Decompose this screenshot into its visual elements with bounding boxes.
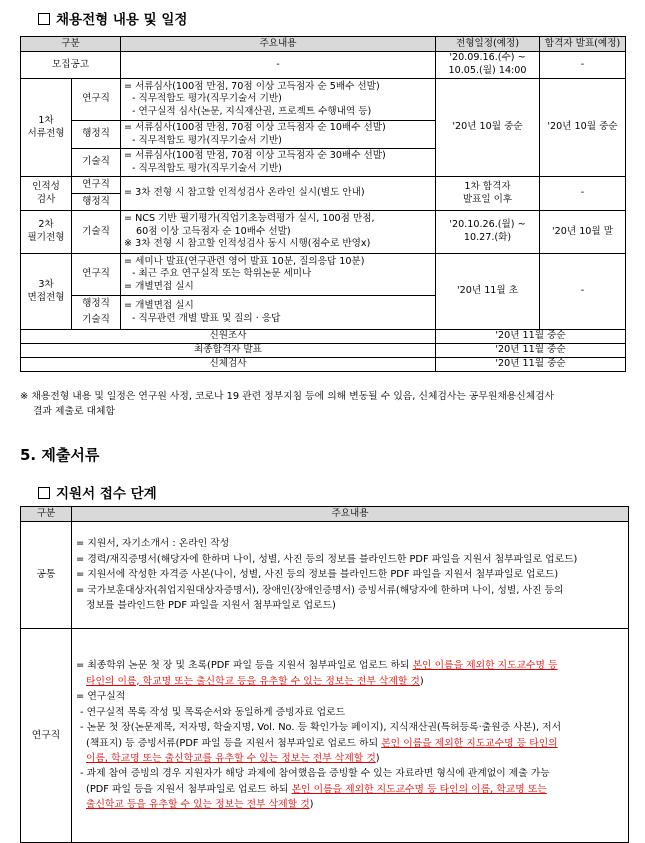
header-schedule: 전형일정(예정) (436, 37, 540, 52)
row-bottom-2: 최종합격자 발표 '20년 11월 중순 (21, 344, 626, 358)
stage-doc: 1차 서류전형 (21, 79, 72, 177)
row-research: 연구직 = 최종학위 논문 첫 장 및 초록(PDF 파일 등을 지원서 첨부파일로 업로드 하되 본인 이름을 제외한 지도교수명 등 타인의 이름, 학교명 또는 출신학교 등을 유추할 수 있는 정보는 전부 삭제할 것) = 연구실적 - 연구실적 목록 작성 및 목록순서와 동일하게 증빙자료 업로드 - 논문 첫 장(논문제목, 저자명, 학술지명, Vol. No. 등 확인가능 페이지), 지식재산권(특허등록·출원증 사본), 저서 (책표지) 등 증빙서류(PDF 파일 등을 지원서 첨부파일로 업로드 하되 본인 이름을 제외한 지도교수명 등 타인의 이름, 학교명 또는 출신학교를 유추할 수 있는 정보는 전부 삭제할 것) - 과제 참여 증빙의 경우 지원자가 해당 과제에 참여했음을 증빙할 수 있는 자료라면 형식에 관계없이 제출 가능 (PDF 파일 등을 지원서 첨부파일로 업로드 하되 본인 이름을 제외한 지도교수명 등 타인의 이름, 학교명 또는 출신학교 등을 유추할 수 있는 정보는 전부 삭제할 것) (21, 629, 629, 843)
schedule-note: ※ 채용전형 내용 및 일정은 연구원 사정, 코로나 19 관련 정부지침 등에 의해 변동될 수 있음, 신체검사는 공무원채용신체검사 결과 제출로 대체함 (20, 391, 555, 417)
schedule-table (20, 36, 626, 372)
header-category: 구분 (21, 37, 121, 52)
section-heading-schedule: 채용전형 내용 및 일정 (38, 8, 187, 28)
row-personality-1: 인적성 검사 연구직 = 3차 전형 시 참고할 인적성검사 온라인 실시(별도 안내) 1차 합격자 발표일 이후 - (21, 177, 626, 194)
checkbox-square-icon (38, 13, 50, 25)
row-personality-2: 행정직 (21, 194, 626, 211)
row-notice: 모집공고 - '20.09.16.(수) ~ 10.05.(월) 14:00 - (21, 52, 626, 79)
row-interview-research: 3차 면접전형 연구직 = 세미나 발표(연구관련 영어 발표 10분, 질의응답 10분) - 최근 주요 연구실적 또는 학위논문 세미나 = 개별면접 실시 '20년 11월 초 - (21, 254, 626, 296)
header-content: 주요내용 (121, 37, 436, 52)
row-doc-tech: 기술직 = 서류심사(100점 만점, 70점 이상 고득점자 순 30배수 선발) - 직무적합도 평가(직무기술서 기반) (21, 149, 626, 177)
row-written: 2차 필기전형 기술직 = NCS 기반 필기평가(직업기초능력평가 실시, 100점 만점, 60점 이상 고득점자 순 10배수 선발) ※ 3차 전형 시 참고할 인적성검사 동시 시행(점수로 반영x) '20.10.26.(월) ~ 10.27.(화) '20년 10월 말 (21, 211, 626, 254)
row-common: 공통 = 지원서, 자기소개서 : 온라인 작성 = 경력/재직증명서(해당자에 한하며 나이, 성별, 사진 등의 정보를 블라인드한 PDF 파일을 지원서 첨부파일로 업로드) = 지원서에 작성한 자격증 사본(나이, 성별, 사진 등의 정보를 블라인드한 PDF 파일을 지원서 첨부파일로 업로드) = 국가보훈대상자(취업지원대상자증명서), 장애인(장애인증명서) 증빙서류(해당자에 한하며 나이, 성별, 사진 등의 정보를 블라인드한 PDF 파일을 지원서 첨부파일로 업로드) (21, 522, 629, 629)
row-bottom-3: 신체검사 '20년 11월 중순 (21, 358, 626, 372)
row-doc-admin: 행정직 = 서류심사(100점 만점, 70점 이상 고득점자 순 10배수 선발) - 직무적합도 평가(직무기술서 기반) (21, 121, 626, 149)
header-result: 합격자 발표(예정) (540, 37, 626, 52)
table-header-row: 구분 주요내용 (21, 507, 629, 522)
row-interview-other: 행정직 기술직 = 개별면접 실시 - 직무관련 개별 발표 및 질의 · 응답 (21, 296, 626, 330)
row-bottom-1: 신원조사 '20년 11월 중순 (21, 330, 626, 344)
section-title-documents: 5. 제출서류 (20, 446, 100, 464)
row-doc-research: 1차 서류전형 연구직 = 서류심사(100점 만점, 70점 이상 고득점자 순 5배수 선발) - 직무적합도 평가(직무기술서 기반) - 연구실적 심사(논문, 지식재산권, 프로젝트 수행내역 등) '20년 10월 중순 '20년 10월 중순 (21, 79, 626, 121)
documents-table (20, 506, 629, 843)
table-header-row (21, 37, 626, 52)
section-heading-application: 지원서 접수 단계 (38, 482, 157, 502)
checkbox-square-icon (38, 487, 50, 499)
